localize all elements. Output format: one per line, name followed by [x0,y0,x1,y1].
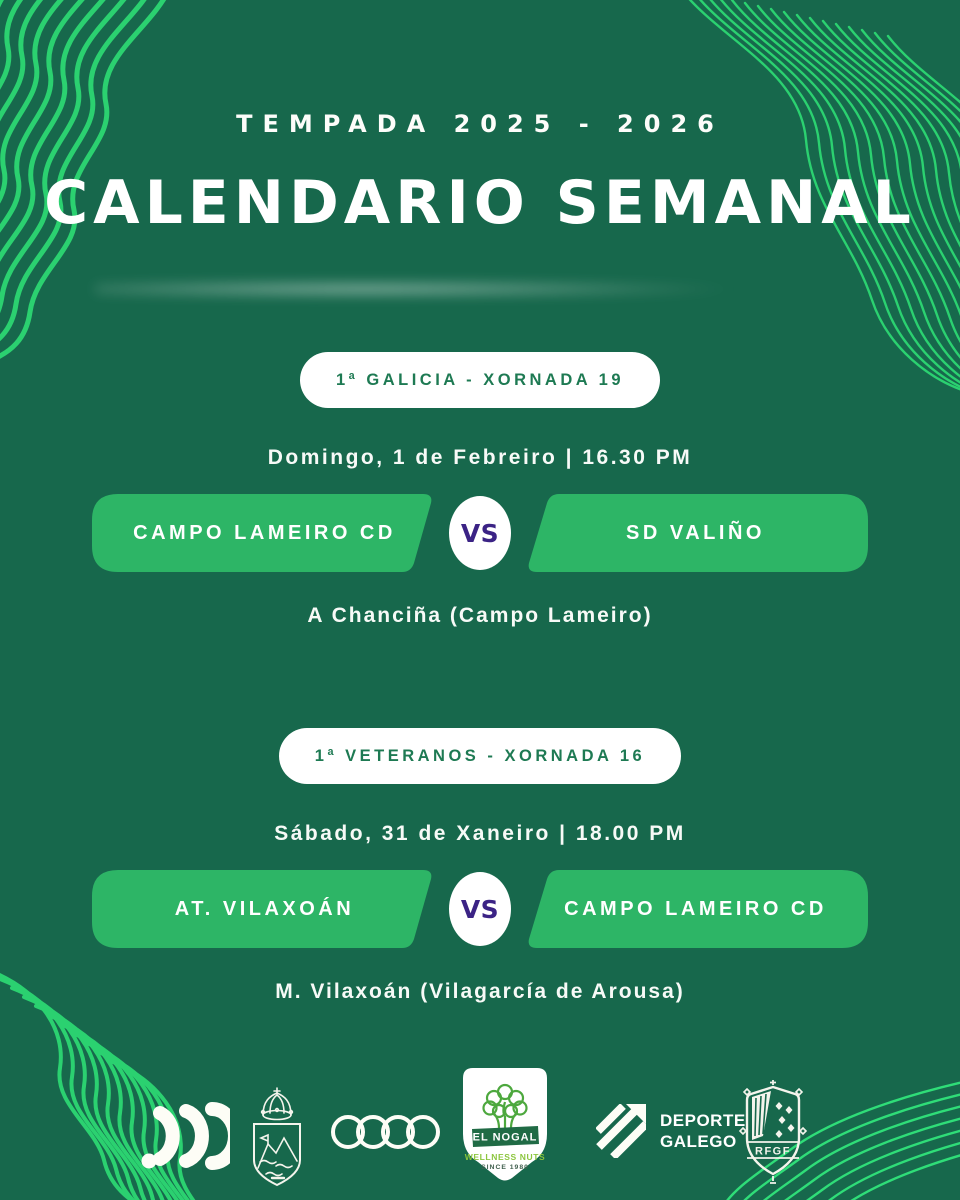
deporte-galego-mark-icon [596,1104,646,1158]
el-nogal-logo [463,1068,547,1188]
venue-label: M. Vilaxoán (Vilagarcía de Arousa) [275,980,685,1003]
matchup-row [0,870,960,948]
four-rings-icon [330,1112,442,1152]
deporte-galego-logo [596,1104,746,1158]
deporte-galego-line2: GALEGO [660,1132,737,1151]
crown-shield-icon [246,1086,308,1188]
matchup-row [0,494,960,572]
el-nogal-badge-icon [463,1068,547,1188]
rfgf-crest-logo [738,1080,808,1192]
home-team-name: AT. VILAXOÁN [174,897,355,920]
season-label: TEMPADA 2025 - 2026 [236,110,724,138]
away-team-pill [523,494,868,572]
vs-badge: VS [449,872,511,946]
deputacion-pontevedra-logo [138,1100,230,1172]
league-badge: 1ª GALICIA - XORNADA 19 [300,352,660,408]
campo-lameiro-crest-logo [246,1086,308,1188]
match-section-2 [0,728,960,1058]
match-section-1 [0,352,960,682]
league-badge: 1ª VETERANOS - XORNADA 16 [279,728,681,784]
poster-title: CALENDARIO SEMANAL [44,168,916,238]
rfgf-label: RFGF [755,1145,791,1158]
away-team-name: SD VALIÑO [626,521,765,544]
match-datetime: Sábado, 31 de Xaneiro | 18.00 PM [274,822,686,845]
home-team-pill [92,870,437,948]
audi-rings-logo [330,1112,442,1152]
el-nogal-name: EL NOGAL [472,1131,538,1144]
el-nogal-tagline: WELLNESS NUTS [464,1152,546,1162]
away-team-pill [523,870,868,948]
home-team-name: CAMPO LAMEIRO CD [133,521,396,544]
rfgf-shield-icon [738,1080,808,1192]
vs-badge: VS [449,496,511,570]
el-nogal-since: SINCE 1980 [481,1164,529,1171]
away-team-name: CAMPO LAMEIRO CD [564,897,827,920]
match-datetime: Domingo, 1 de Febreiro | 16.30 PM [267,446,693,469]
deporte-galego-line1: DEPORTE [660,1111,746,1130]
venue-label: A Chanciña (Campo Lameiro) [307,604,653,627]
triple-arc-icon [138,1100,230,1172]
home-team-pill [92,494,437,572]
